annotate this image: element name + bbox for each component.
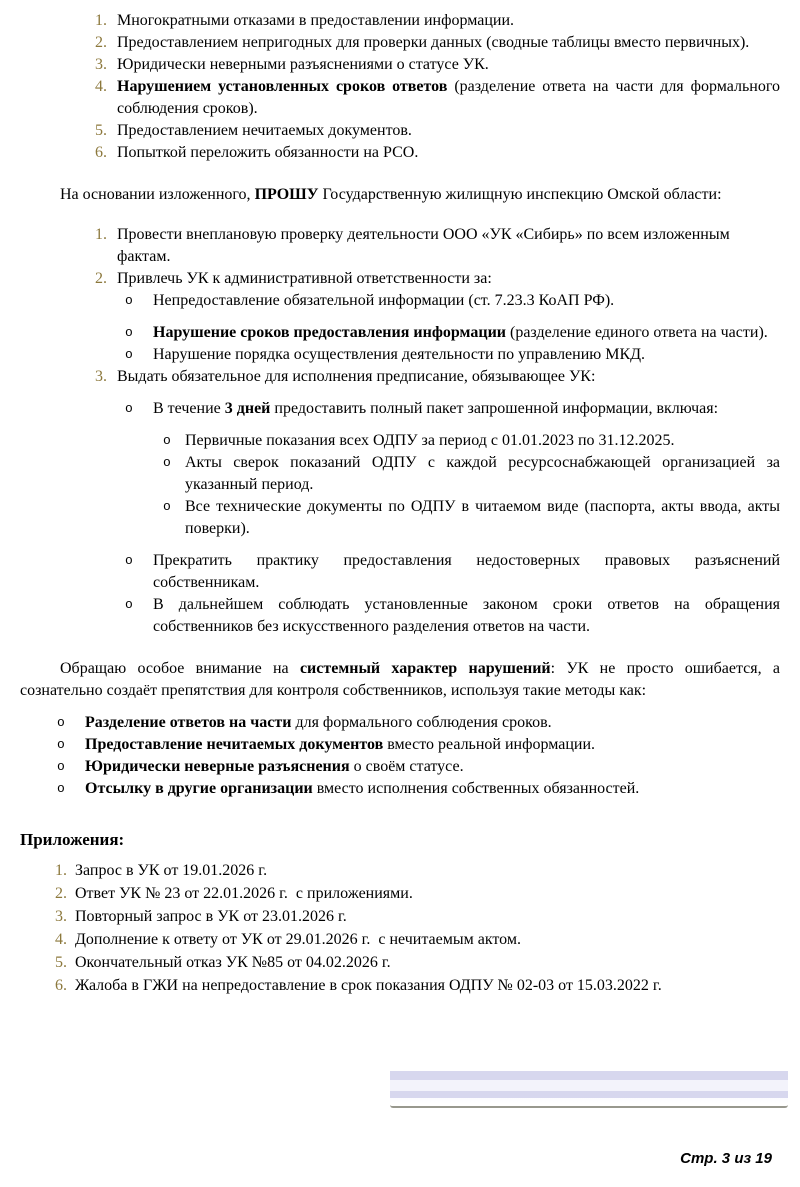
text-run: вместо исполнения собственных обязанностей. — [312, 780, 640, 797]
bold-text-run: Нарушение сроков предоставления информации — [153, 324, 506, 341]
methods-list — [20, 712, 780, 800]
violations-list — [20, 10, 780, 164]
list-number: 4. — [55, 931, 67, 948]
list-item-text — [117, 268, 780, 290]
list-item — [95, 366, 780, 388]
text-run: В течение — [153, 400, 225, 417]
list-number: 1. — [55, 862, 67, 879]
text-run: Многократными отказами в предоставлении информации. — [117, 12, 515, 29]
bold-text-run: системный характер нарушений — [299, 660, 551, 677]
list-item — [95, 32, 780, 54]
text-run: Нарушение порядка осуществления деятельности по управлению МКД. — [153, 346, 646, 363]
text-run: о своём статусе. — [349, 758, 464, 775]
list-item-text — [153, 398, 780, 420]
list-item-text — [85, 712, 780, 734]
list-number: 1. — [95, 226, 107, 243]
list-item-text — [75, 952, 780, 974]
list-item-text — [185, 496, 780, 540]
text-run: Акты сверок показаний ОДПУ с каждой ресурсоснабжающей организацией за указанный период. — [185, 454, 780, 493]
list-item — [125, 398, 780, 420]
list-item-text — [75, 975, 780, 997]
list-number: 2. — [95, 34, 107, 51]
list-number: 5. — [95, 122, 107, 139]
list-item-text — [185, 452, 780, 496]
list-item — [125, 344, 780, 366]
list-item — [163, 430, 780, 452]
page-number: Стр. 3 из 19 — [680, 1150, 772, 1167]
text-run: Повторный запрос в УК от 23.01.2026 г. — [75, 908, 347, 925]
list-item-text — [117, 366, 780, 388]
decorative-band-image — [390, 1068, 788, 1108]
list-item — [125, 290, 780, 312]
list-number: 1. — [95, 12, 107, 29]
text-run: В дальнейшем соблюдать установленные законом сроки ответов на обращения собственников без искусственного разделения ответов на части. — [153, 596, 780, 635]
text-run: Непредоставление обязательной информации (ст. 7.23.3 КоАП РФ). — [153, 292, 615, 309]
petition-paragraph — [20, 184, 780, 206]
list-item — [95, 120, 780, 142]
list-item-text — [75, 860, 780, 882]
list-number: 3. — [55, 908, 67, 925]
bold-text-run: Разделение ответов на части — [85, 714, 292, 731]
list-item-text — [153, 290, 780, 312]
text-run: На основании изложенного, — [60, 186, 255, 203]
list-item-text — [153, 594, 780, 638]
list-item-text — [117, 120, 780, 142]
list-number: 6. — [95, 144, 107, 161]
list-item-text — [117, 54, 780, 76]
list-item — [95, 10, 780, 32]
list-item-text — [153, 550, 780, 594]
list-item-text — [117, 142, 780, 164]
list-item — [163, 452, 780, 496]
list-item — [125, 322, 780, 344]
text-run: предоставить полный пакет запрошенной информации, включая: — [270, 400, 719, 417]
bullet-marker: o — [125, 293, 133, 308]
list-item-text — [85, 734, 780, 756]
list-item-text — [75, 906, 780, 928]
list-number: 3. — [95, 368, 107, 385]
list-item — [55, 929, 780, 951]
text-run: Ответ УК № 23 от 22.01.2026 г. с приложениями. — [75, 885, 413, 902]
bold-text-run: ПРОШУ — [254, 186, 319, 203]
bullet-marker: o — [57, 737, 65, 752]
requests-list — [20, 224, 780, 638]
bullet-marker: o — [163, 433, 171, 448]
list-item — [55, 860, 780, 882]
text-run: (разделение ответа на части для формального соблюдения сроков). — [117, 78, 780, 117]
bullet-marker: o — [57, 715, 65, 730]
list-item-text — [153, 322, 780, 344]
text-run: Попыткой переложить обязанности на РСО. — [117, 144, 419, 161]
text-run: Юридически неверными разъяснениями о статусе УК. — [117, 56, 489, 73]
text-run: Предоставлением непригодных для проверки данных (сводные таблицы вместо первичных). — [117, 34, 750, 51]
list-item-text — [185, 430, 780, 452]
text-run: Государственную жилищную инспекцию Омской области: — [318, 186, 722, 203]
text-run: Выдать обязательное для исполнения предписание, обязывающее УК: — [117, 368, 596, 385]
text-run: Привлечь УК к административной ответственности за: — [117, 270, 492, 287]
list-number: 5. — [55, 954, 67, 971]
text-run: (разделение единого ответа на части). — [506, 324, 768, 341]
list-item — [57, 778, 780, 800]
bold-text-run: Нарушением установленных сроков ответов — [117, 78, 448, 95]
bullet-marker: o — [125, 553, 133, 568]
text-run: для формального соблюдения сроков. — [291, 714, 552, 731]
bold-text-run: Юридически неверные разъяснения — [85, 758, 350, 775]
list-item-text — [117, 224, 780, 268]
list-item — [57, 756, 780, 778]
list-item-text — [75, 883, 780, 905]
list-item — [95, 268, 780, 290]
list-item-text — [85, 756, 780, 778]
bullet-marker: o — [163, 499, 171, 514]
list-item — [55, 883, 780, 905]
list-item — [57, 734, 780, 756]
attachments-heading: Приложения: — [20, 830, 125, 849]
list-item — [95, 76, 780, 120]
list-item — [125, 550, 780, 594]
bold-text-run: 3 дней — [224, 400, 271, 417]
text-run: Все технические документы по ОДПУ в читаемом виде (паспорта, акты ввода, акты поверки). — [185, 498, 780, 537]
list-item — [125, 594, 780, 638]
bullet-marker: o — [125, 597, 133, 612]
text-run: Окончательный отказ УК №85 от 04.02.2026 г. — [75, 954, 391, 971]
systemic-violations-paragraph — [20, 658, 780, 702]
bullet-marker: o — [163, 455, 171, 470]
list-item-text — [117, 10, 780, 32]
text-run: Провести внеплановую проверку деятельности ООО «УК «Сибирь» по всем изложенным фактам. — [117, 226, 730, 265]
bullet-marker: o — [57, 759, 65, 774]
attachments-list — [20, 860, 780, 997]
bold-text-run: Предоставление нечитаемых документов — [85, 736, 384, 753]
text-run: вместо реальной информации. — [383, 736, 596, 753]
text-run: Первичные показания всех ОДПУ за период с 01.01.2023 по 31.12.2025. — [185, 432, 675, 449]
text-run: Предоставлением нечитаемых документов. — [117, 122, 412, 139]
list-number: 6. — [55, 977, 67, 994]
text-run: Запрос в УК от 19.01.2026 г. — [75, 862, 268, 879]
list-item-text — [117, 32, 780, 54]
bullet-marker: o — [57, 781, 65, 796]
list-number: 2. — [55, 885, 67, 902]
list-item — [95, 142, 780, 164]
list-item — [55, 952, 780, 974]
text-run: Обращаю особое внимание на — [60, 660, 300, 677]
list-item-text — [75, 929, 780, 951]
text-run: : УК не просто ошибается, а сознательно создаёт препятствия для контроля собственников, используя такие методы как: — [20, 660, 780, 699]
list-item-text — [117, 76, 780, 120]
text-run: Дополнение к ответу от УК от 29.01.2026 г. с нечитаемым актом. — [75, 931, 521, 948]
list-number: 4. — [95, 78, 107, 95]
list-item-text — [85, 778, 780, 800]
list-item — [55, 906, 780, 928]
list-item — [55, 975, 780, 997]
bullet-marker: o — [125, 401, 133, 416]
list-item-text — [153, 344, 780, 366]
list-number: 2. — [95, 270, 107, 287]
bullet-marker: o — [125, 325, 133, 340]
list-number: 3. — [95, 56, 107, 73]
list-item — [57, 712, 780, 734]
text-run: Прекратить практику предоставления недостоверных правовых разъяснений собственникам. — [153, 552, 780, 591]
text-run: Жалоба в ГЖИ на непредоставление в срок показания ОДПУ № 02-03 от 15.03.2022 г. — [75, 977, 662, 994]
list-item — [95, 54, 780, 76]
list-item — [163, 496, 780, 540]
list-item — [95, 224, 780, 268]
bold-text-run: Отсылку в другие организации — [85, 780, 313, 797]
bullet-marker: o — [125, 347, 133, 362]
